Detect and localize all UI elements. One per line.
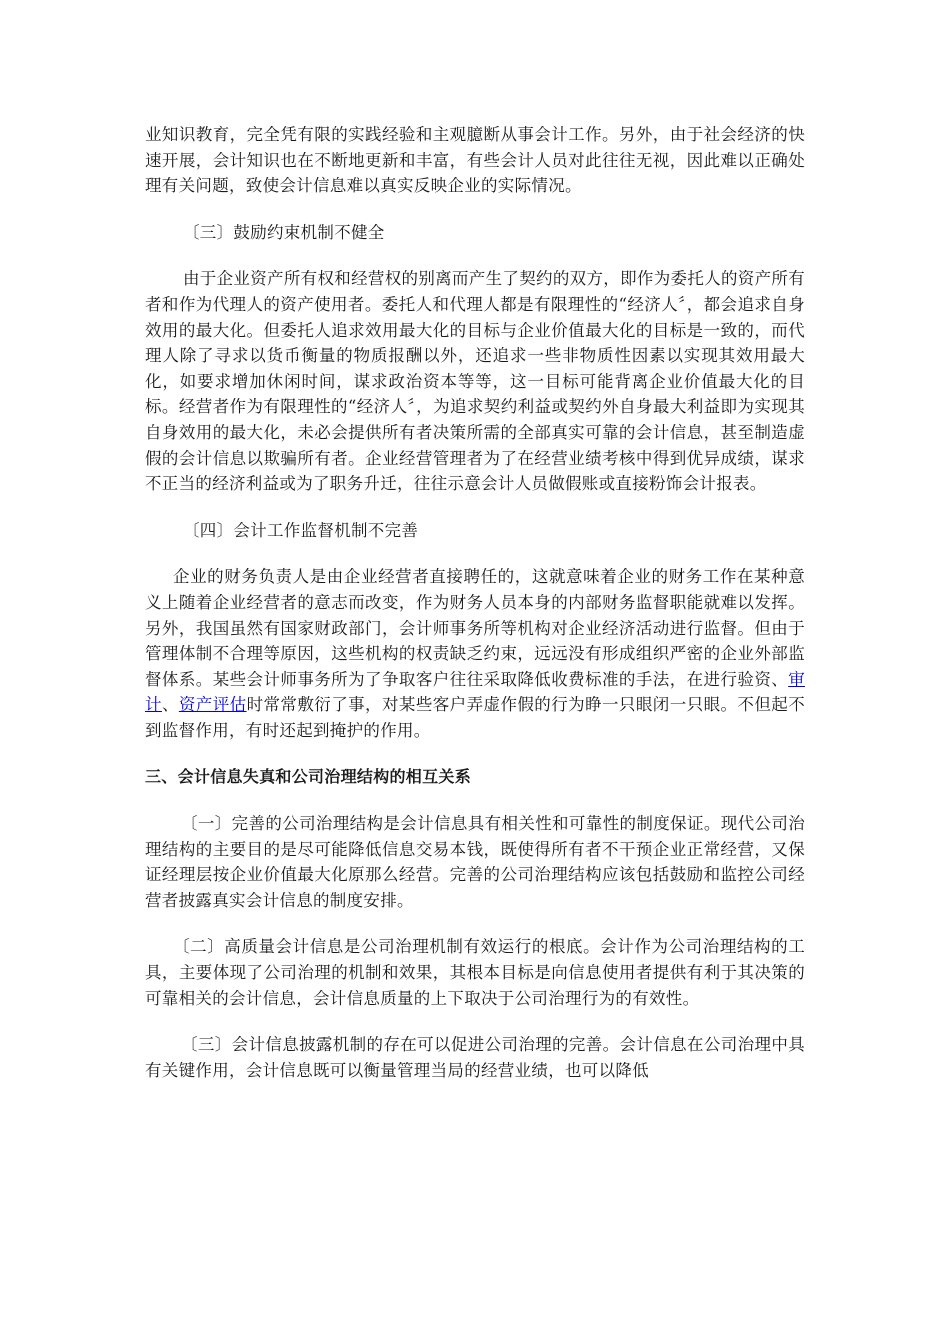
paragraph-governance-guarantee: 〔一〕完善的公司治理结构是会计信息具有相关性和可靠性的制度保证。现代公司治理结构的主要目的是尽可能降低信息交易本钱，既使得所有者不干预企业正常经营，又保证经理层按企业价值最大化原那么经营。完善的公司治理结构应该包括鼓励和监控公司经营者披露真实会计信息的制度安排。 [145,814,805,910]
subheading-supervision-mechanism: 〔四〕会计工作监督机制不完善 [183,520,419,540]
paragraph-text-after-links: 时常常敷衍了事，对某些客户弄虚作假的行为睁一只眼闭一只眼。不但起不到监督作用，有时还起到掩护的作用。 [145,695,805,740]
paragraph-continuation: 业知识教育，完全凭有限的实践经验和主观臆断从事会计工作。另外，由于社会经济的快速开展，会计知识也在不断地更新和丰富，有些会计人员对此往往无视，因此难以正确处理有关问题，致使会计信息难以真实反映企业的实际情况。 [145,125,805,196]
paragraph-quality-information: 〔二〕高质量会计信息是公司治理机制有效运行的根底。会计作为公司治理结构的工具，主要体现了公司治理的机制和效果，其根本目标是向信息使用者提供有利于其决策的可靠相关的会计信息，会计信息质量的上下取决于公司治理行为的有效性。 [145,937,805,1008]
paragraph-incentive-mechanism: 由于企业资产所有权和经营权的别离而产生了契约的双方，即作为委托人的资产所有者和作为代理人的资产使用者。委托人和代理人都是有限理性的“经济人〞，都会追求自身效用的最大化。但委托人追求效用最大化的目标与企业价值最大化的目标是一致的，而代理人除了寻求以货币衡量的物质报酬以外，还追求一些非物质性因素以实现其效用最大化，如要求增加休闲时间，谋求政治资本等等，这一目标可能背离企业价值最大化的目标。经营者作为有限理性的“经济人〞，为追求契约利益或契约外自身最大利益即为实现其自身效用的最大化，未必会提供所有者决策所需的全部真实可靠的会计信息，甚至制造虚假的会计信息以欺骗所有者。企业经营管理者为了在经营业绩考核中得到优异成绩，谋求不正当的经济利益或为了职务升迁，往往示意会计人员做假账或直接粉饰会计报表。 [145,269,805,494]
section-heading-3: 三、会计信息失真和公司治理结构的相互关系 [145,767,472,787]
paragraph-text-before-links: 企业的财务负责人是由企业经营者直接聘任的，这就意味着企业的财务工作在某种意义上随着企业经营者的意志而改变，作为财务人员本身的内部财务监督职能就难以发挥。另外，我国虽然有国家财政部门，会计师事务所等机构对企业经济活动进行监督。但由于管理体制不合理等原因，这些机构的权责缺乏约束，远远没有形成组织严密的企业外部监督体系。某些会计师事务所为了争取客户往往采取降低收费标准的手法，在进行验资、 [145,567,805,689]
audit-link[interactable]: 审计 [145,669,805,715]
document-page [145,122,805,1104]
paragraph-disclosure-mechanism: 〔三〕会计信息披露机制的存在可以促进公司治理的完善。会计信息在公司治理中具有关键作用，会计信息既可以衡量管理当局的经营业绩，也可以降低 [145,1035,805,1080]
link-separator: 、 [161,695,179,715]
subheading-incentive-mechanism: 〔三〕鼓励约束机制不健全 [183,222,385,242]
asset-evaluation-link[interactable]: 资产评估 [178,695,247,715]
paragraph-supervision-mechanism [145,564,805,743]
